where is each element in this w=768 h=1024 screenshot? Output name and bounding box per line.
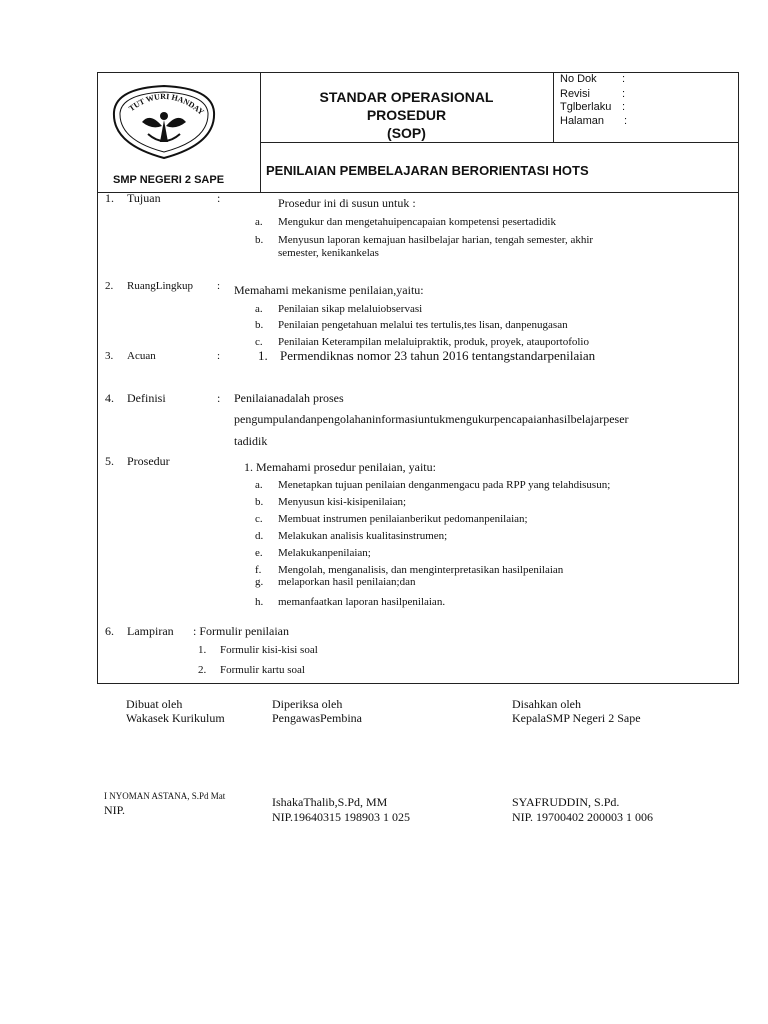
title-line-2: PROSEDUR: [366, 107, 447, 123]
prosedur-item-text: Menyusun kisi-kisipenilaian;: [278, 496, 407, 508]
tujuan-item-letter: b.: [255, 234, 264, 246]
ruang-item-letter: a.: [255, 303, 263, 315]
definisi-text-line-3: tadidik: [234, 434, 268, 448]
tujuan-item-text: Mengukur dan mengetahuipencapaian kompetensi pesertadidik: [278, 216, 556, 228]
tujuan-colon: :: [217, 191, 221, 205]
logo-motto: TUT WURI HANDAY: [127, 91, 206, 117]
sign-made-role: Wakasek Kurikulum: [126, 711, 225, 725]
prosedur-item-letter: g.: [255, 576, 264, 588]
sign-made-by: Dibuat oleh: [126, 697, 183, 711]
title-line-3: (SOP): [387, 125, 426, 141]
header-divider-mid: [260, 142, 739, 143]
tglberlaku-sep: :: [622, 101, 626, 113]
sign-checked-by: Diperiksa oleh: [272, 697, 343, 711]
prosedur-item-letter: c.: [255, 513, 263, 525]
ruang-intro: Memahami mekanisme penilaian,yaitu:: [234, 283, 424, 297]
sign-checked-role: PengawasPembina: [272, 711, 362, 725]
tglberlaku-label: Tglberlaku: [560, 101, 612, 113]
definisi-label: Definisi: [127, 391, 166, 405]
lampiran-label: Lampiran: [127, 624, 174, 638]
ruang-item-letter: b.: [255, 319, 264, 331]
sign-approved-name: SYAFRUDDIN, S.Pd.: [512, 795, 620, 809]
lampiran-item-text: Formulir kartu soal: [220, 664, 305, 676]
prosedur-item-letter: b.: [255, 496, 264, 508]
definisi-colon: :: [217, 391, 221, 405]
acuan-colon: :: [217, 350, 221, 362]
definisi-text-line-1: Penilaianadalah proses: [234, 391, 344, 405]
tujuan-label: Tujuan: [127, 191, 161, 205]
sign-made-nip: NIP.: [104, 803, 126, 817]
prosedur-item-text: Membuat instrumen penilaianberikut pedomanpenilaian;: [278, 513, 528, 525]
prosedur-number: 5.: [105, 454, 114, 468]
school-logo: [104, 82, 224, 162]
ruang-number: 2.: [105, 280, 114, 292]
prosedur-item-letter: f.: [255, 564, 262, 576]
header-divider-right: [553, 72, 554, 142]
sign-checked-name: IshakaThalib,S.Pd, MM: [272, 795, 388, 809]
acuan-item-number: 1.: [258, 348, 268, 363]
sign-made-name: I NYOMAN ASTANA, S.Pd Mat: [104, 791, 226, 801]
definisi-number: 4.: [105, 391, 114, 405]
ruang-item-text: Penilaian Keterampilan melaluipraktik, produk, proyek, atauportofolio: [278, 336, 589, 348]
school-name: SMP NEGERI 2 SAPE: [113, 174, 225, 186]
ruang-item-text: Penilaian pengetahuan melalui tes tertulis,tes lisan, danpenugasan: [278, 319, 568, 331]
doc-no-sep: :: [622, 73, 626, 85]
revisi-sep: :: [622, 88, 626, 100]
sign-checked-nip: NIP.19640315 198903 1 025: [272, 810, 411, 824]
prosedur-intro: 1. Memahami prosedur penilaian, yaitu:: [244, 460, 436, 474]
tujuan-intro: Prosedur ini di susun untuk :: [278, 196, 416, 210]
acuan-label: Acuan: [127, 350, 156, 362]
prosedur-item-text: memanfaatkan laporan hasilpenilaian.: [278, 596, 446, 608]
prosedur-item-letter: d.: [255, 530, 264, 542]
acuan-number: 3.: [105, 350, 114, 362]
subject-title: PENILAIAN PEMBELAJARAN BERORIENTASI HOTS: [266, 163, 589, 178]
ruang-label: RuangLingkup: [127, 280, 193, 292]
sign-approved-by: Disahkan oleh: [512, 697, 581, 711]
halaman-label: Halaman: [560, 115, 605, 127]
ruang-colon: :: [217, 280, 221, 292]
prosedur-item-text: melaporkan hasil penilaian;dan: [278, 576, 416, 588]
tujuan-item-letter: a.: [255, 216, 263, 228]
lampiran-item-number: 1.: [198, 644, 207, 656]
prosedur-item-text: Mengolah, menganalisis, dan menginterpretasikan hasilpenilaian: [278, 564, 564, 576]
definisi-text-line-2: pengumpulandanpengolahaninformasiuntukmengukurpencapaianhasilbelajarpeser: [234, 412, 629, 426]
lampiran-item-number: 2.: [198, 664, 207, 676]
tujuan-number: 1.: [105, 191, 114, 205]
lampiran-text: : Formulir penilaian: [193, 624, 289, 638]
halaman-sep: :: [624, 115, 628, 127]
title-line-1: STANDAR OPERASIONAL: [319, 89, 494, 105]
ruang-item-letter: c.: [255, 336, 263, 348]
doc-no-label: No Dok: [560, 73, 597, 85]
prosedur-item-letter: a.: [255, 479, 263, 491]
prosedur-item-letter: h.: [255, 596, 264, 608]
tujuan-item-text: Menyusun laporan kemajuan hasilbelajar harian, tengah semester, akhir: [278, 234, 594, 246]
lampiran-item-text: Formulir kisi-kisi soal: [220, 644, 318, 656]
lampiran-number: 6.: [105, 624, 114, 638]
revisi-label: Revisi: [560, 88, 590, 100]
header-divider-bottom: [97, 192, 739, 193]
acuan-item-text: Permendiknas nomor 23 tahun 2016 tentangstandarpenilaian: [280, 348, 596, 363]
prosedur-label: Prosedur: [127, 454, 170, 468]
ruang-item-text: Penilaian sikap melaluiobservasi: [278, 303, 423, 315]
prosedur-item-letter: e.: [255, 547, 263, 559]
sign-approved-nip: NIP. 19700402 200003 1 006: [512, 810, 654, 824]
prosedur-item-text: Melakukan analisis kualitasinstrumen;: [278, 530, 448, 542]
tujuan-item-text-cont: semester, kenikankelas: [278, 247, 379, 259]
prosedur-item-text: Menetapkan tujuan penilaian denganmengacu pada RPP yang telahdisusun;: [278, 479, 611, 491]
sign-approved-role: KepalaSMP Negeri 2 Sape: [512, 711, 641, 725]
prosedur-item-text: Melakukanpenilaian;: [278, 547, 371, 559]
